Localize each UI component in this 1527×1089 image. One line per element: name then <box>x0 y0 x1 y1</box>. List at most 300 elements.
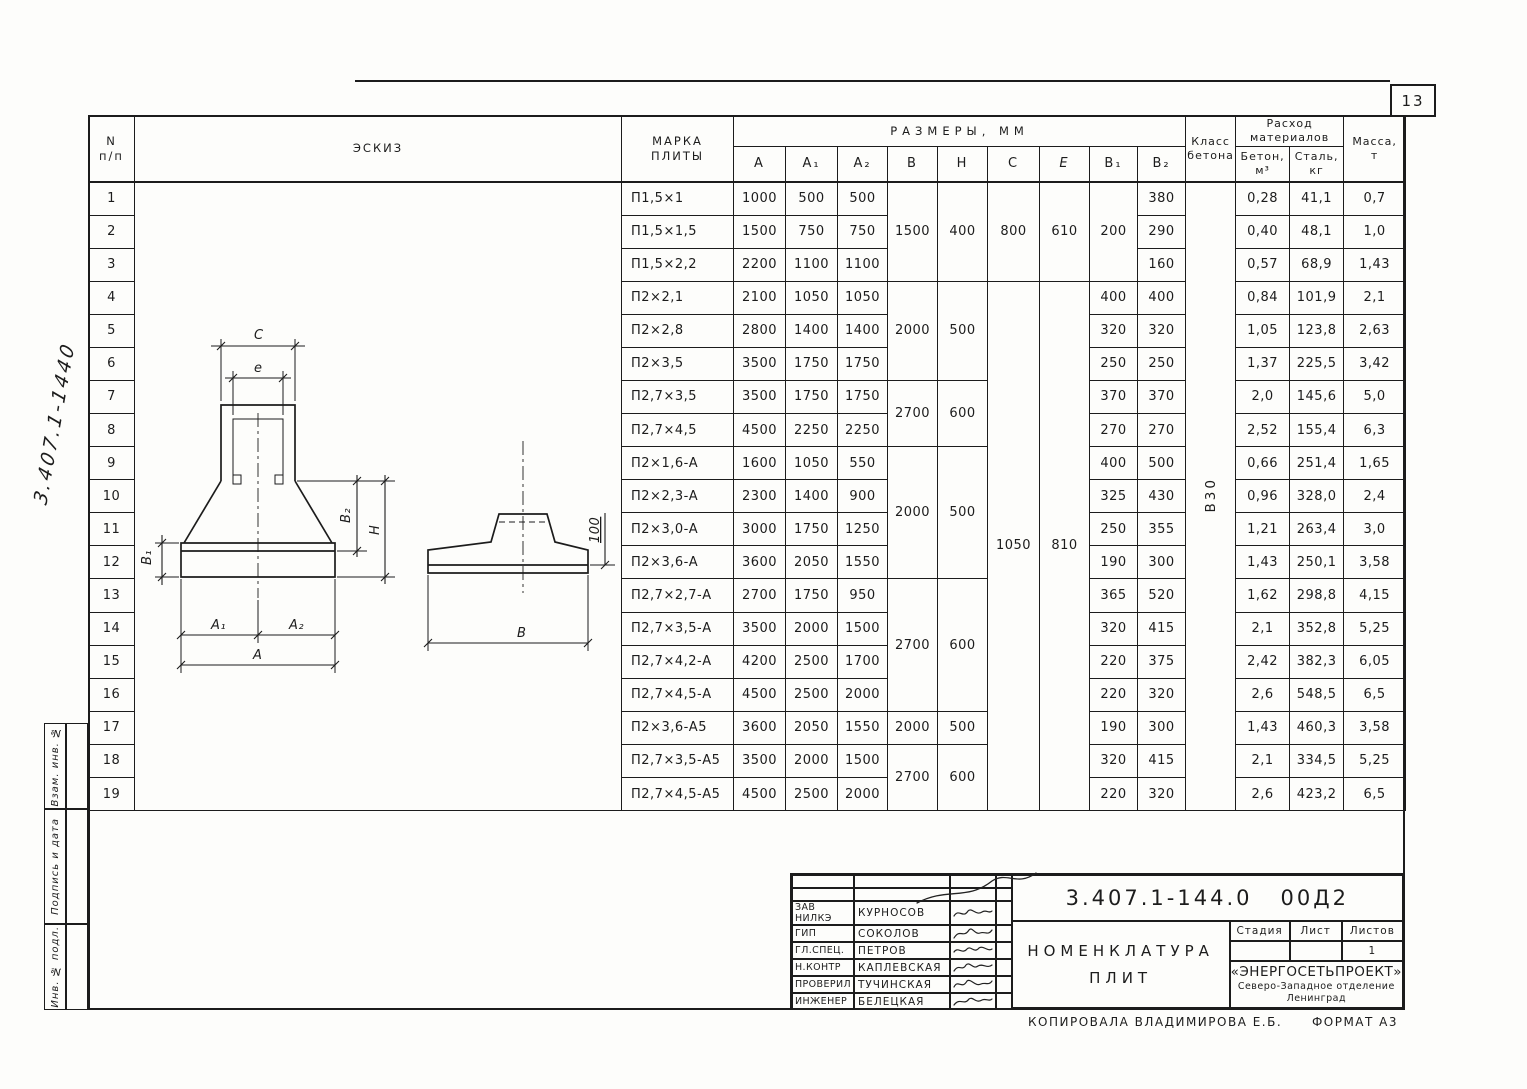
dim-A1: 2500 <box>786 678 838 711</box>
copied-by: КОПИРОВАЛА ВЛАДИМИРОВА Е.Б. <box>1028 1015 1283 1029</box>
header-concrete-class: Класс бетона <box>1186 116 1236 183</box>
dim-B1: 370 <box>1090 380 1138 413</box>
dim-A1: 1100 <box>786 248 838 281</box>
row-number: 12 <box>89 546 135 579</box>
dim-A1: 1050 <box>786 281 838 314</box>
plate-mark: П2×3,6-А <box>622 546 734 579</box>
plate-mass: 3,58 <box>1344 711 1406 744</box>
dim-B: 2700 <box>888 744 938 810</box>
steel-mass: 225,5 <box>1290 347 1344 380</box>
dim-B2: 160 <box>1138 248 1186 281</box>
plate-mark: П2,7×4,5-А <box>622 678 734 711</box>
concrete-volume: 0,40 <box>1236 215 1290 248</box>
dim-B: 2000 <box>888 281 938 380</box>
plate-mass: 3,58 <box>1344 546 1406 579</box>
person-signature <box>950 942 996 959</box>
dim-A: 1000 <box>734 182 786 215</box>
header-dimensions-group: РАЗМЕРЫ, ММ <box>734 116 1186 147</box>
dim-A2: 1550 <box>838 711 888 744</box>
dim-B1: 250 <box>1090 347 1138 380</box>
page-number: 13 <box>1401 91 1425 110</box>
dim-A2: 2250 <box>838 414 888 447</box>
plate-mark: П2×2,3-А <box>622 480 734 513</box>
dim-B1: 320 <box>1090 612 1138 645</box>
steel-mass: 382,3 <box>1290 645 1344 678</box>
plate-mass: 6,3 <box>1344 414 1406 447</box>
dim-B: 2000 <box>888 447 938 579</box>
dim-A: 2800 <box>734 314 786 347</box>
signature-row-spacer <box>996 942 1012 959</box>
title-block-info <box>1230 921 1403 1008</box>
dim-A1: 2500 <box>786 645 838 678</box>
concrete-volume: 1,62 <box>1236 579 1290 612</box>
person-name: КУРНОСОВ <box>854 901 950 925</box>
concrete-volume: 1,37 <box>1236 347 1290 380</box>
sheet-value <box>1290 941 1342 961</box>
sheet-label: Лист <box>1290 921 1342 941</box>
margin-cell-empty <box>66 723 88 809</box>
plate-mark: П2,7×3,5 <box>622 380 734 413</box>
header-concrete: Бетон, м³ <box>1236 147 1290 183</box>
row-number: 10 <box>89 480 135 513</box>
header-steel: Сталь, кг <box>1290 147 1344 183</box>
person-name: СОКОЛОВ <box>854 925 950 942</box>
plate-mass: 5,25 <box>1344 612 1406 645</box>
dim-A: 3500 <box>734 380 786 413</box>
sketch-label-C: С <box>253 328 264 343</box>
margin-cell <box>44 809 66 924</box>
signature-row <box>792 993 1012 1010</box>
steel-mass: 352,8 <box>1290 612 1344 645</box>
dim-A2: 900 <box>838 480 888 513</box>
plate-nomenclature-table <box>88 115 1406 811</box>
row-number: 8 <box>89 414 135 447</box>
dim-B1: 220 <box>1090 778 1138 811</box>
dim-B2: 290 <box>1138 215 1186 248</box>
dim-B2: 500 <box>1138 447 1186 480</box>
dim-B1: 190 <box>1090 711 1138 744</box>
dim-A2: 2000 <box>838 678 888 711</box>
dim-A1: 2050 <box>786 711 838 744</box>
sheet-top-edge <box>355 80 1390 82</box>
dim-A1: 2000 <box>786 612 838 645</box>
plate-mark: П2,7×4,5 <box>622 414 734 447</box>
header-dim-A: А <box>734 147 786 183</box>
dim-B1: 325 <box>1090 480 1138 513</box>
organization: «ЭНЕРГОСЕТЬПРОЕКТ» Северо-Западное отделение Ленинград <box>1230 961 1403 1008</box>
dim-A2: 550 <box>838 447 888 480</box>
signature-scribble <box>952 926 994 941</box>
plate-mass: 1,43 <box>1344 248 1406 281</box>
sketch-label-B: В <box>516 626 526 641</box>
steel-mass: 328,0 <box>1290 480 1344 513</box>
header-mass: Масса, т <box>1344 116 1406 183</box>
steel-mass: 101,9 <box>1290 281 1344 314</box>
row-number: 6 <box>89 347 135 380</box>
dim-B1: 320 <box>1090 314 1138 347</box>
signature-scribble <box>952 994 994 1009</box>
plate-mark: П1,5×1 <box>622 182 734 215</box>
plate-mark: П2×3,5 <box>622 347 734 380</box>
concrete-volume: 2,1 <box>1236 744 1290 777</box>
signature-row <box>792 976 1012 993</box>
signature-row-spacer <box>996 901 1012 925</box>
person-role: ПРОВЕРИЛ <box>792 976 854 993</box>
signature-row <box>792 942 1012 959</box>
person-role: ГИП <box>792 925 854 942</box>
dim-B1: 220 <box>1090 678 1138 711</box>
stage-value <box>1230 941 1290 961</box>
dim-A: 2700 <box>734 579 786 612</box>
steel-mass: 263,4 <box>1290 513 1344 546</box>
dim-B2: 250 <box>1138 347 1186 380</box>
sketch-label-B1: В₁ <box>139 549 155 565</box>
person-signature <box>950 901 996 925</box>
dim-B2: 430 <box>1138 480 1186 513</box>
dim-A1: 1400 <box>786 314 838 347</box>
dim-A1: 1750 <box>786 347 838 380</box>
margin-column <box>44 723 88 1010</box>
dim-B2: 320 <box>1138 778 1186 811</box>
header-materials-group: Расход материалов <box>1236 116 1344 147</box>
concrete-class-value: В30 <box>1202 476 1219 513</box>
dim-A2: 1100 <box>838 248 888 281</box>
title-block-right <box>1012 875 1403 1008</box>
person-name: БЕЛЕЦКАЯ <box>854 993 950 1010</box>
dim-A2: 750 <box>838 215 888 248</box>
dim-A2: 1400 <box>838 314 888 347</box>
dim-B: 2000 <box>888 711 938 744</box>
plate-mass: 4,15 <box>1344 579 1406 612</box>
signature-row <box>792 901 1012 925</box>
plate-mass: 2,63 <box>1344 314 1406 347</box>
dim-A2: 1750 <box>838 380 888 413</box>
page-number-box <box>1390 84 1436 117</box>
steel-mass: 48,1 <box>1290 215 1344 248</box>
person-role: ИНЖЕНЕР <box>792 993 854 1010</box>
plate-mark: П2×1,6-А <box>622 447 734 480</box>
dim-B2: 300 <box>1138 711 1186 744</box>
row-number: 11 <box>89 513 135 546</box>
concrete-volume: 0,96 <box>1236 480 1290 513</box>
header-dim-C: С <box>988 147 1040 183</box>
dim-A2: 1500 <box>838 744 888 777</box>
dim-B1: 400 <box>1090 281 1138 314</box>
sheets-label: Листов <box>1342 921 1403 941</box>
plate-mark: П2,7×3,5-А5 <box>622 744 734 777</box>
dim-B2: 355 <box>1138 513 1186 546</box>
dim-H: 500 <box>938 281 988 380</box>
concrete-volume: 0,28 <box>1236 182 1290 215</box>
row-number: 19 <box>89 778 135 811</box>
steel-mass: 548,5 <box>1290 678 1344 711</box>
dim-A1: 2000 <box>786 744 838 777</box>
dim-A: 3500 <box>734 347 786 380</box>
signature-row-empty <box>792 888 1012 901</box>
dim-B2: 300 <box>1138 546 1186 579</box>
steel-mass: 145,6 <box>1290 380 1344 413</box>
plate-mass: 6,05 <box>1344 645 1406 678</box>
signature-row <box>792 925 1012 942</box>
steel-mass: 423,2 <box>1290 778 1344 811</box>
plate-mark: П2,7×4,2-А <box>622 645 734 678</box>
signature-scribble <box>952 906 994 921</box>
dim-B1: 220 <box>1090 645 1138 678</box>
header-dim-A1: А₁ <box>786 147 838 183</box>
concrete-volume: 2,6 <box>1236 678 1290 711</box>
dim-B1: 200 <box>1090 182 1138 281</box>
sketch-cell <box>135 182 622 811</box>
title-block-signatures <box>792 875 1012 1008</box>
dim-A1: 2050 <box>786 546 838 579</box>
dim-B2: 270 <box>1138 414 1186 447</box>
steel-mass: 155,4 <box>1290 414 1344 447</box>
concrete-class-cell <box>1186 182 1236 811</box>
margin-cell <box>44 924 66 1010</box>
header-sketch: ЭСКИЗ <box>135 116 622 183</box>
plate-sketch <box>137 183 620 810</box>
plate-mark: П2×3,6-А5 <box>622 711 734 744</box>
row-number: 15 <box>89 645 135 678</box>
plate-mass: 3,42 <box>1344 347 1406 380</box>
margin-cell-empty <box>66 809 88 924</box>
dim-B1: 190 <box>1090 546 1138 579</box>
dim-A: 2100 <box>734 281 786 314</box>
person-role: ЗАВ НИЛКЭ <box>792 901 854 925</box>
signature-row-spacer <box>996 993 1012 1010</box>
plate-mass: 0,7 <box>1344 182 1406 215</box>
sketch-label-H: Н <box>367 524 383 535</box>
concrete-volume: 1,21 <box>1236 513 1290 546</box>
concrete-volume: 2,6 <box>1236 778 1290 811</box>
steel-mass: 460,3 <box>1290 711 1344 744</box>
dim-A: 3600 <box>734 546 786 579</box>
dim-A2: 950 <box>838 579 888 612</box>
person-signature <box>950 959 996 976</box>
row-number: 3 <box>89 248 135 281</box>
sheet-title: НОМЕНКЛАТУРА ПЛИТ <box>1012 921 1230 1008</box>
dim-H: 600 <box>938 380 988 446</box>
stage-label: Стадия <box>1230 921 1290 941</box>
dim-A: 4200 <box>734 645 786 678</box>
dim-B1: 270 <box>1090 414 1138 447</box>
person-signature <box>950 993 996 1010</box>
dim-H: 500 <box>938 447 988 579</box>
plate-mass: 6,5 <box>1344 678 1406 711</box>
table-body <box>89 182 1406 811</box>
plate-mass: 2,4 <box>1344 480 1406 513</box>
dim-B2: 320 <box>1138 314 1186 347</box>
dim-e: 810 <box>1040 281 1090 811</box>
dim-A1: 500 <box>786 182 838 215</box>
concrete-volume: 0,66 <box>1236 447 1290 480</box>
dim-A2: 1700 <box>838 645 888 678</box>
plate-mass: 3,0 <box>1344 513 1406 546</box>
plate-mark: П2×2,8 <box>622 314 734 347</box>
margin-label-vzam: Взам. инв. № <box>49 725 61 807</box>
dim-A1: 1400 <box>786 480 838 513</box>
dim-B2: 320 <box>1138 678 1186 711</box>
sketch-label-100: 100 <box>587 516 603 543</box>
dim-H: 500 <box>938 711 988 744</box>
plate-mass: 6,5 <box>1344 778 1406 811</box>
header-dim-B1: В₁ <box>1090 147 1138 183</box>
row-number: 2 <box>89 215 135 248</box>
document-number: 3.407.1-144.0 00Д2 <box>1012 875 1403 921</box>
person-signature <box>950 925 996 942</box>
dim-A1: 2250 <box>786 414 838 447</box>
bottom-caption <box>1028 1015 1398 1029</box>
row-number: 17 <box>89 711 135 744</box>
concrete-volume: 2,0 <box>1236 380 1290 413</box>
row-number: 13 <box>89 579 135 612</box>
margin-archive-code: 3.407.1-1440 <box>30 338 80 508</box>
dim-A2: 500 <box>838 182 888 215</box>
signature-scribble <box>952 960 994 975</box>
sketch-side-view <box>424 441 615 651</box>
steel-mass: 251,4 <box>1290 447 1344 480</box>
concrete-volume: 2,52 <box>1236 414 1290 447</box>
dim-A2: 1750 <box>838 347 888 380</box>
dim-A: 1500 <box>734 215 786 248</box>
dim-H: 600 <box>938 744 988 810</box>
dim-C: 800 <box>988 182 1040 281</box>
header-dim-B2: В₂ <box>1138 147 1186 183</box>
row-number: 5 <box>89 314 135 347</box>
dim-B2: 380 <box>1138 182 1186 215</box>
dim-B1: 320 <box>1090 744 1138 777</box>
person-name: КАПЛЕВСКАЯ <box>854 959 950 976</box>
dim-B1: 400 <box>1090 447 1138 480</box>
header-num: N п/п <box>89 116 135 183</box>
sketch-front-view <box>140 328 395 673</box>
sketch-label-A: А <box>252 648 262 663</box>
dim-B: 2700 <box>888 380 938 446</box>
plate-mark: П1,5×2,2 <box>622 248 734 281</box>
person-role: ГЛ.СПЕЦ. <box>792 942 854 959</box>
dim-B2: 370 <box>1138 380 1186 413</box>
concrete-volume: 2,42 <box>1236 645 1290 678</box>
dim-B2: 400 <box>1138 281 1186 314</box>
dim-H: 600 <box>938 579 988 711</box>
plate-mass: 5,25 <box>1344 744 1406 777</box>
person-signature <box>950 976 996 993</box>
sketch-label-A1: А₁ <box>210 618 226 633</box>
steel-mass: 41,1 <box>1290 182 1344 215</box>
plate-mass: 1,0 <box>1344 215 1406 248</box>
concrete-volume: 1,43 <box>1236 711 1290 744</box>
steel-mass: 68,9 <box>1290 248 1344 281</box>
dim-A2: 1050 <box>838 281 888 314</box>
dim-A2: 1250 <box>838 513 888 546</box>
dim-B: 1500 <box>888 182 938 281</box>
signature-row-spacer <box>996 976 1012 993</box>
header-dim-e: Е <box>1040 147 1090 183</box>
dim-A: 4500 <box>734 778 786 811</box>
dim-A: 1600 <box>734 447 786 480</box>
margin-cell <box>44 723 66 809</box>
steel-mass: 250,1 <box>1290 546 1344 579</box>
sketch-label-e: е <box>253 361 262 376</box>
margin-label-inv: Инв. № подл. <box>49 926 61 1008</box>
plate-mass: 2,1 <box>1344 281 1406 314</box>
row-number: 9 <box>89 447 135 480</box>
dim-A1: 2500 <box>786 778 838 811</box>
row-number: 7 <box>89 380 135 413</box>
steel-mass: 334,5 <box>1290 744 1344 777</box>
dim-A1: 1750 <box>786 513 838 546</box>
row-number: 4 <box>89 281 135 314</box>
row-number: 18 <box>89 744 135 777</box>
dim-A: 2200 <box>734 248 786 281</box>
concrete-volume: 0,57 <box>1236 248 1290 281</box>
dim-B2: 375 <box>1138 645 1186 678</box>
table-header <box>89 116 1406 183</box>
plate-mark: П2×2,1 <box>622 281 734 314</box>
dim-B1: 250 <box>1090 513 1138 546</box>
concrete-volume: 1,43 <box>1236 546 1290 579</box>
dim-A1: 1750 <box>786 380 838 413</box>
margin-label-podpis: Подпись и дата <box>49 818 61 915</box>
dim-A: 3600 <box>734 711 786 744</box>
header-mark: МАРКА ПЛИТЫ <box>622 116 734 183</box>
dim-B2: 520 <box>1138 579 1186 612</box>
dim-e: 610 <box>1040 182 1090 281</box>
header-dim-B: В <box>888 147 938 183</box>
sketch-label-B2: В₂ <box>338 507 354 523</box>
margin-cell-empty <box>66 924 88 1010</box>
steel-mass: 123,8 <box>1290 314 1344 347</box>
person-role: Н.КОНТР <box>792 959 854 976</box>
title-block <box>790 873 1405 1010</box>
dim-A1: 1050 <box>786 447 838 480</box>
dim-B2: 415 <box>1138 612 1186 645</box>
row-number: 1 <box>89 182 135 215</box>
row-number: 16 <box>89 678 135 711</box>
dim-A: 2300 <box>734 480 786 513</box>
plate-mass: 5,0 <box>1344 380 1406 413</box>
plate-mark: П2×3,0-А <box>622 513 734 546</box>
person-name: ПЕТРОВ <box>854 942 950 959</box>
dim-A: 4500 <box>734 678 786 711</box>
dim-C: 1050 <box>988 281 1040 811</box>
signature-row-empty <box>792 875 1012 888</box>
dim-B: 2700 <box>888 579 938 711</box>
dim-A1: 750 <box>786 215 838 248</box>
concrete-volume: 0,84 <box>1236 281 1290 314</box>
signature-row-spacer <box>996 925 1012 942</box>
dim-A: 3500 <box>734 612 786 645</box>
signature-scribble <box>952 977 994 992</box>
steel-mass: 298,8 <box>1290 579 1344 612</box>
dim-A2: 2000 <box>838 778 888 811</box>
plate-mass: 1,65 <box>1344 447 1406 480</box>
header-dim-A2: А₂ <box>838 147 888 183</box>
concrete-volume: 1,05 <box>1236 314 1290 347</box>
dim-A2: 1500 <box>838 612 888 645</box>
plate-mark: П2,7×2,7-А <box>622 579 734 612</box>
dim-A: 3500 <box>734 744 786 777</box>
dim-A: 3000 <box>734 513 786 546</box>
row-number: 14 <box>89 612 135 645</box>
dim-A2: 1550 <box>838 546 888 579</box>
sketch-label-A2: А₂ <box>288 618 304 633</box>
dim-A1: 1750 <box>786 579 838 612</box>
signature-row-spacer <box>996 959 1012 976</box>
dim-B1: 365 <box>1090 579 1138 612</box>
table-row <box>89 182 1406 215</box>
sheet-format: ФОРМАТ А3 <box>1311 1015 1398 1029</box>
